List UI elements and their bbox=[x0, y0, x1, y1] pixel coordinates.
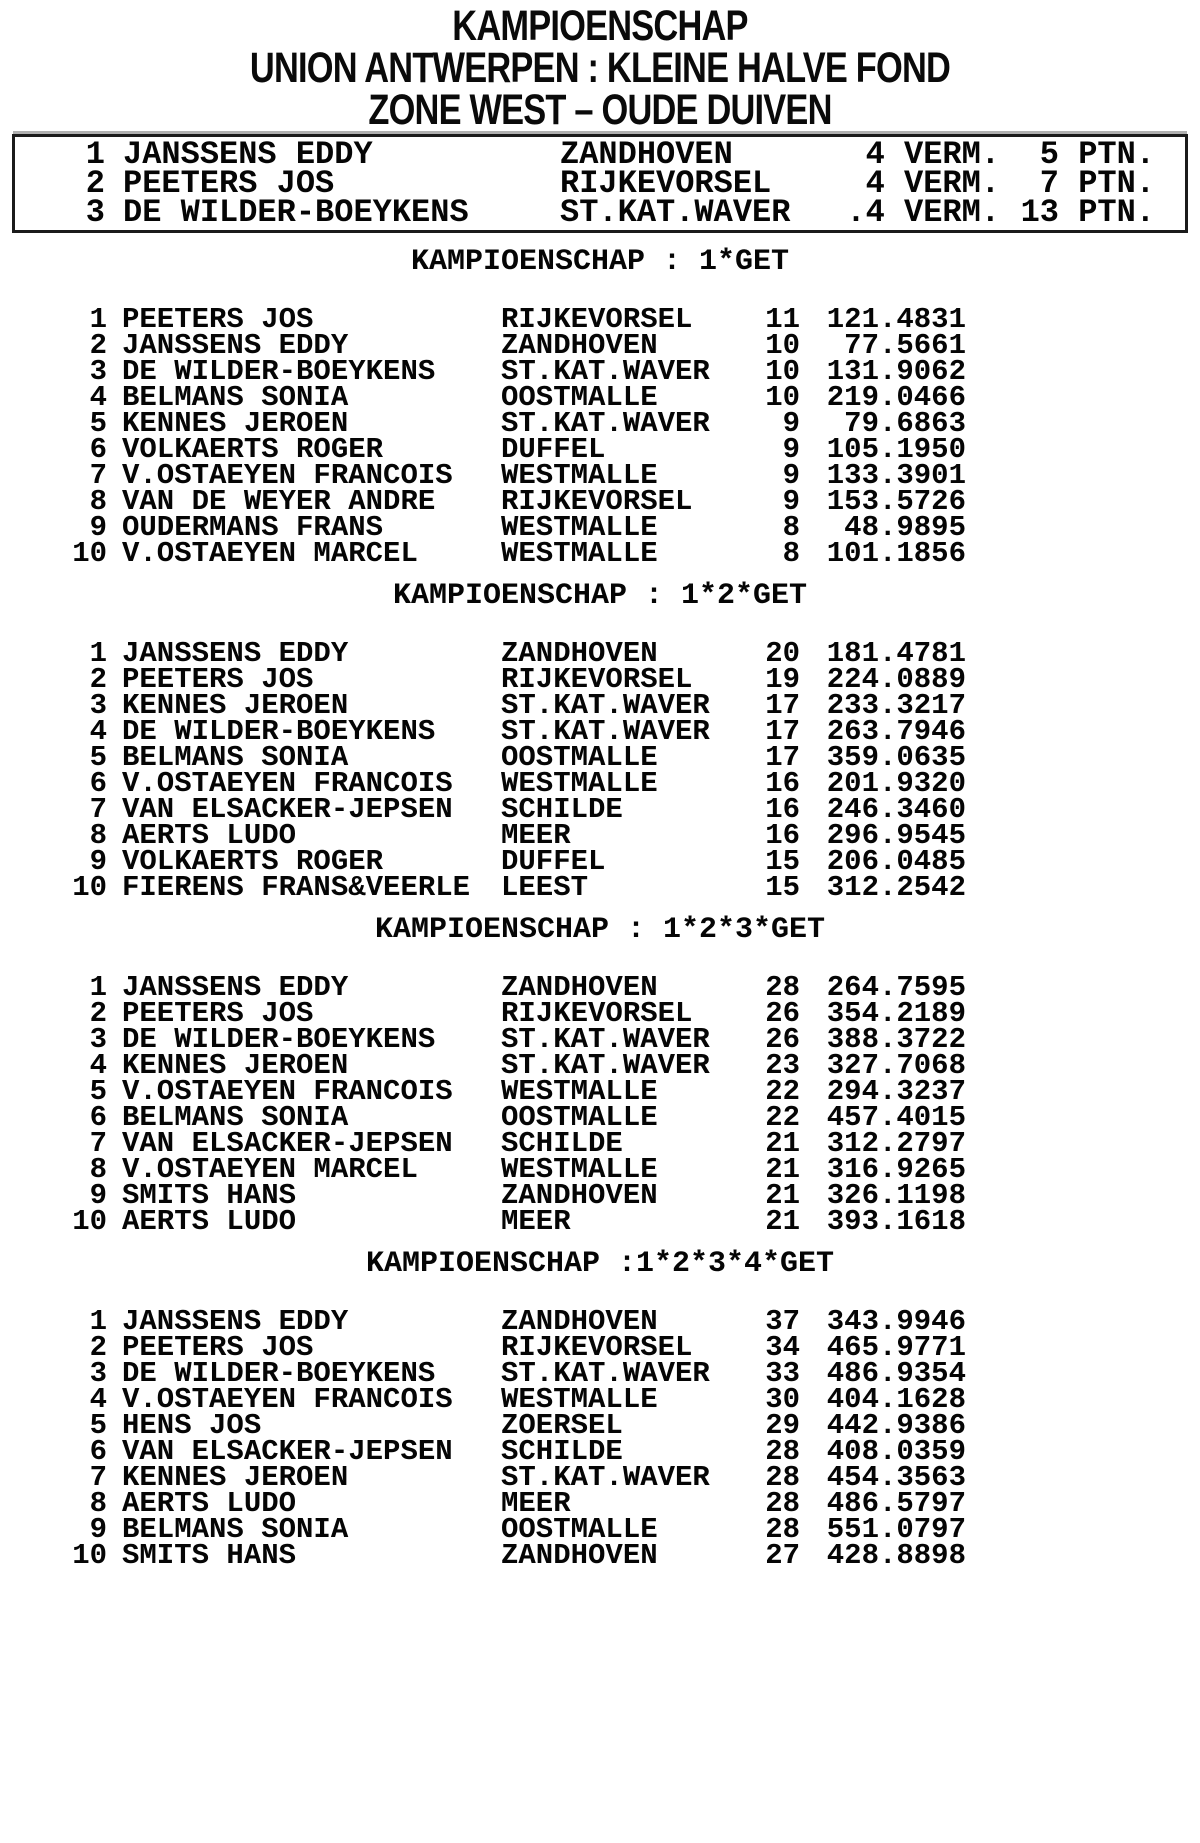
fancier-name: BELMANS SONIA bbox=[122, 1101, 349, 1134]
fancier-name: AERTS LUDO bbox=[122, 819, 297, 852]
fancier-name: DE WILDER-BOEYKENS bbox=[122, 355, 436, 388]
coefficient: 428.8898 bbox=[826, 1539, 966, 1572]
coefficient: 312.2542 bbox=[826, 871, 966, 904]
locality: RIJKEVORSEL bbox=[501, 663, 693, 696]
prizes-count: 17 bbox=[765, 715, 800, 748]
prizes-count: 19 bbox=[765, 663, 800, 696]
prizes-count: 21 bbox=[765, 1127, 800, 1160]
rank-cell: 2 bbox=[89, 1331, 107, 1364]
locality: ST.KAT.WAVER bbox=[501, 1023, 710, 1056]
rank-cell: 3 bbox=[89, 355, 107, 388]
fancier-name: PEETERS JOS bbox=[123, 165, 335, 202]
coefficient: 408.0359 bbox=[826, 1435, 966, 1468]
prizes-count: 29 bbox=[765, 1409, 800, 1442]
locality: DUFFEL bbox=[501, 433, 606, 466]
locality: SCHILDE bbox=[501, 793, 623, 826]
rank-cell: 9 bbox=[89, 845, 107, 878]
prizes-count: 8 bbox=[782, 537, 800, 570]
rank-cell: 2 bbox=[89, 997, 107, 1030]
fancier-name: JANSSENS EDDY bbox=[122, 329, 349, 362]
rank-cell: 6 bbox=[89, 1101, 107, 1134]
locality: WESTMALLE bbox=[501, 1075, 658, 1108]
fancier-name: VAN DE WEYER ANDRE bbox=[122, 485, 436, 518]
locality: ZANDHOVEN bbox=[560, 136, 733, 173]
prizes-count: 21 bbox=[765, 1205, 800, 1238]
coefficient: 296.9545 bbox=[826, 819, 966, 852]
ranking-rows bbox=[0, 971, 1200, 1238]
coefficient: 404.1628 bbox=[826, 1383, 966, 1416]
fancier-name: VAN ELSACKER-JEPSEN bbox=[122, 1127, 453, 1160]
rank-cell: 8 bbox=[89, 819, 107, 852]
points: 13 PTN. bbox=[1020, 194, 1155, 231]
rank-cell: 3 bbox=[85, 194, 105, 231]
rank-cell: 7 bbox=[89, 1127, 107, 1160]
locality: ZANDHOVEN bbox=[501, 971, 658, 1004]
coefficient: 359.0635 bbox=[826, 741, 966, 774]
locality: ST.KAT.WAVER bbox=[501, 715, 710, 748]
locality: OOSTMALLE bbox=[501, 1513, 658, 1546]
locality: RIJKEVORSEL bbox=[501, 303, 693, 336]
fancier-name: DE WILDER-BOEYKENS bbox=[123, 194, 469, 231]
rank-cell: 5 bbox=[89, 1075, 107, 1108]
locality: ST.KAT.WAVER bbox=[560, 194, 791, 231]
locality: SCHILDE bbox=[501, 1127, 623, 1160]
rank-cell: 10 bbox=[72, 1205, 107, 1238]
fancier-name: JANSSENS EDDY bbox=[122, 637, 349, 670]
coefficient: 219.0466 bbox=[826, 381, 966, 414]
prizes-count: 28 bbox=[765, 1435, 800, 1468]
rank-cell: 7 bbox=[89, 1461, 107, 1494]
locality: SCHILDE bbox=[501, 1435, 623, 1468]
fancier-name: PEETERS JOS bbox=[122, 303, 314, 336]
coefficient: 224.0889 bbox=[826, 663, 966, 696]
ranking-row bbox=[0, 1539, 1200, 1572]
coefficient: 294.3237 bbox=[826, 1075, 966, 1108]
points: 7 PTN. bbox=[1039, 165, 1155, 202]
locality: ST.KAT.WAVER bbox=[501, 1357, 710, 1390]
fancier-name: V.OSTAEYEN FRANCOIS bbox=[122, 1383, 453, 1416]
coefficient: 246.3460 bbox=[826, 793, 966, 826]
rank-cell: 10 bbox=[72, 537, 107, 570]
coefficient: 48.9895 bbox=[844, 511, 966, 544]
coefficient: 316.9265 bbox=[826, 1153, 966, 1186]
prizes-count: 9 bbox=[782, 485, 800, 518]
fancier-name: JANSSENS EDDY bbox=[122, 971, 349, 1004]
section-title: KAMPIOENSCHAP : 1*2*3*GET bbox=[374, 913, 826, 947]
prizes-count: 28 bbox=[765, 971, 800, 1004]
coefficient: 457.4015 bbox=[826, 1101, 966, 1134]
fancier-name: KENNES JEROEN bbox=[122, 689, 349, 722]
championship-section bbox=[0, 913, 1200, 1238]
locality: WESTMALLE bbox=[501, 1153, 658, 1186]
prizes-count: 33 bbox=[765, 1357, 800, 1390]
locality: OOSTMALLE bbox=[501, 1101, 658, 1134]
championship-section bbox=[0, 1247, 1200, 1572]
rank-cell: 10 bbox=[72, 871, 107, 904]
fancier-name: SMITS HANS bbox=[122, 1179, 297, 1212]
locality: ZOERSEL bbox=[501, 1409, 623, 1442]
fancier-name: V.OSTAEYEN MARCEL bbox=[122, 1153, 418, 1186]
locality: ZANDHOVEN bbox=[501, 329, 658, 362]
prizes-count: 16 bbox=[765, 793, 800, 826]
rank-cell: 8 bbox=[89, 485, 107, 518]
coefficient: 153.5726 bbox=[826, 485, 966, 518]
locality: RIJKEVORSEL bbox=[501, 485, 693, 518]
section-title: KAMPIOENSCHAP : 1*GET bbox=[410, 245, 790, 279]
fancier-name: VOLKAERTS ROGER bbox=[122, 845, 384, 878]
rank-cell: 9 bbox=[89, 1179, 107, 1212]
prizes-count: 9 bbox=[782, 407, 800, 440]
ranking-row bbox=[0, 537, 1200, 570]
coefficient: 233.3217 bbox=[826, 689, 966, 722]
prizes-count: 15 bbox=[765, 845, 800, 878]
rank-cell: 3 bbox=[89, 1357, 107, 1390]
title-line-championship: KAMPIOENSCHAP bbox=[452, 2, 748, 50]
fancier-name: AERTS LUDO bbox=[122, 1487, 297, 1520]
coefficient: 343.9946 bbox=[826, 1305, 966, 1338]
prizes-count: 22 bbox=[765, 1101, 800, 1134]
coefficient: 327.7068 bbox=[826, 1049, 966, 1082]
rank-cell: 8 bbox=[89, 1487, 107, 1520]
coefficient: 312.2797 bbox=[826, 1127, 966, 1160]
prizes-count: 15 bbox=[765, 871, 800, 904]
coefficient: 133.3901 bbox=[826, 459, 966, 492]
fancier-name: DE WILDER-BOEYKENS bbox=[122, 1023, 436, 1056]
rank-cell: 6 bbox=[89, 433, 107, 466]
locality: ZANDHOVEN bbox=[501, 637, 658, 670]
coefficient: 105.1950 bbox=[826, 433, 966, 466]
rank-cell: 9 bbox=[89, 1513, 107, 1546]
section-title: KAMPIOENSCHAP : 1*2*GET bbox=[392, 579, 808, 613]
fancier-name: KENNES JEROEN bbox=[122, 1461, 349, 1494]
fancier-name: HENS JOS bbox=[122, 1409, 262, 1442]
rank-cell: 2 bbox=[85, 165, 105, 202]
coefficient: 354.2189 bbox=[826, 997, 966, 1030]
rank-cell: 1 bbox=[89, 1305, 107, 1338]
locality: ST.KAT.WAVER bbox=[501, 407, 710, 440]
prizes-count: 9 bbox=[782, 459, 800, 492]
summary-rows bbox=[15, 136, 1185, 231]
coefficient: 79.6863 bbox=[844, 407, 966, 440]
prizes-count: 17 bbox=[765, 741, 800, 774]
locality: RIJKEVORSEL bbox=[501, 1331, 693, 1364]
prizes-count: 21 bbox=[765, 1179, 800, 1212]
fancier-name: V.OSTAEYEN FRANCOIS bbox=[122, 459, 453, 492]
locality: WESTMALLE bbox=[501, 459, 658, 492]
prizes-count: 26 bbox=[765, 997, 800, 1030]
coefficient: 326.1198 bbox=[826, 1179, 966, 1212]
verm-count: .4 VERM. bbox=[846, 194, 1000, 231]
fancier-name: AERTS LUDO bbox=[122, 1205, 297, 1238]
rank-cell: 7 bbox=[89, 793, 107, 826]
fancier-name: BELMANS SONIA bbox=[122, 741, 349, 774]
rank-cell: 1 bbox=[85, 136, 105, 173]
prizes-count: 10 bbox=[765, 329, 800, 362]
prizes-count: 9 bbox=[782, 433, 800, 466]
locality: ZANDHOVEN bbox=[501, 1305, 658, 1338]
locality: MEER bbox=[501, 1487, 571, 1520]
fancier-name: BELMANS SONIA bbox=[122, 381, 349, 414]
fancier-name: DE WILDER-BOEYKENS bbox=[122, 715, 436, 748]
rank-cell: 3 bbox=[89, 1023, 107, 1056]
rank-cell: 2 bbox=[89, 663, 107, 696]
prizes-count: 27 bbox=[765, 1539, 800, 1572]
section-title: KAMPIOENSCHAP :1*2*3*4*GET bbox=[365, 1247, 835, 1281]
rank-cell: 1 bbox=[89, 971, 107, 1004]
locality: OOSTMALLE bbox=[501, 381, 658, 414]
locality: WESTMALLE bbox=[501, 1383, 658, 1416]
locality: ST.KAT.WAVER bbox=[501, 1049, 710, 1082]
rank-cell: 4 bbox=[89, 1383, 107, 1416]
rank-cell: 5 bbox=[89, 407, 107, 440]
prizes-count: 20 bbox=[765, 637, 800, 670]
fancier-name: JANSSENS EDDY bbox=[122, 1305, 349, 1338]
prizes-count: 23 bbox=[765, 1049, 800, 1082]
fancier-name: VAN ELSACKER-JEPSEN bbox=[122, 793, 453, 826]
verm-count: 4 VERM. bbox=[865, 165, 1000, 202]
prizes-count: 16 bbox=[765, 819, 800, 852]
rank-cell: 3 bbox=[89, 689, 107, 722]
coefficient: 131.9062 bbox=[826, 355, 966, 388]
locality: ST.KAT.WAVER bbox=[501, 1461, 710, 1494]
coefficient: 206.0485 bbox=[826, 845, 966, 878]
prizes-count: 11 bbox=[765, 303, 800, 336]
rank-cell: 7 bbox=[89, 459, 107, 492]
locality: WESTMALLE bbox=[501, 537, 658, 570]
locality: WESTMALLE bbox=[501, 511, 658, 544]
coefficient: 486.5797 bbox=[826, 1487, 966, 1520]
coefficient: 77.5661 bbox=[844, 329, 966, 362]
locality: MEER bbox=[501, 1205, 571, 1238]
coefficient: 101.1856 bbox=[826, 537, 966, 570]
rank-cell: 6 bbox=[89, 767, 107, 800]
prizes-count: 10 bbox=[765, 355, 800, 388]
fancier-name: VAN ELSACKER-JEPSEN bbox=[122, 1435, 453, 1468]
coefficient: 486.9354 bbox=[826, 1357, 966, 1390]
locality: ZANDHOVEN bbox=[501, 1539, 658, 1572]
prizes-count: 10 bbox=[765, 381, 800, 414]
locality: OOSTMALLE bbox=[501, 741, 658, 774]
fancier-name: SMITS HANS bbox=[122, 1539, 297, 1572]
locality: RIJKEVORSEL bbox=[501, 997, 693, 1030]
locality: LEEST bbox=[501, 871, 589, 904]
rank-cell: 8 bbox=[89, 1153, 107, 1186]
ranking-rows bbox=[0, 303, 1200, 570]
ranking-row bbox=[0, 1205, 1200, 1238]
fancier-name: PEETERS JOS bbox=[122, 1331, 314, 1364]
rank-cell: 10 bbox=[72, 1539, 107, 1572]
prizes-count: 26 bbox=[765, 1023, 800, 1056]
prizes-count: 28 bbox=[765, 1513, 800, 1546]
rank-cell: 1 bbox=[89, 637, 107, 670]
verm-count: 4 VERM. bbox=[865, 136, 1000, 173]
fancier-name: KENNES JEROEN bbox=[122, 407, 349, 440]
prizes-count: 28 bbox=[765, 1461, 800, 1494]
summary-row bbox=[15, 194, 1185, 231]
locality: ST.KAT.WAVER bbox=[501, 689, 710, 722]
prizes-count: 34 bbox=[765, 1331, 800, 1364]
fancier-name: OUDERMANS FRANS bbox=[122, 511, 384, 544]
championship-sections bbox=[0, 245, 1200, 1572]
ranking-row bbox=[0, 871, 1200, 904]
fancier-name: V.OSTAEYEN FRANCOIS bbox=[122, 767, 453, 800]
title-line-zone: ZONE WEST – OUDE DUIVEN bbox=[368, 86, 832, 134]
coefficient: 121.4831 bbox=[826, 303, 966, 336]
fancier-name: JANSSENS EDDY bbox=[123, 136, 373, 173]
prizes-count: 22 bbox=[765, 1075, 800, 1108]
locality: ST.KAT.WAVER bbox=[501, 355, 710, 388]
points: 5 PTN. bbox=[1039, 136, 1155, 173]
ranking-rows bbox=[0, 637, 1200, 904]
coefficient: 264.7595 bbox=[826, 971, 966, 1004]
rank-cell: 6 bbox=[89, 1435, 107, 1468]
fancier-name: V.OSTAEYEN FRANCOIS bbox=[122, 1075, 453, 1108]
general-championship-box bbox=[12, 134, 1188, 233]
coefficient: 551.0797 bbox=[826, 1513, 966, 1546]
championship-section bbox=[0, 245, 1200, 570]
locality: ZANDHOVEN bbox=[501, 1179, 658, 1212]
prizes-count: 17 bbox=[765, 689, 800, 722]
locality: DUFFEL bbox=[501, 845, 606, 878]
rank-cell: 4 bbox=[89, 381, 107, 414]
fancier-name: DE WILDER-BOEYKENS bbox=[122, 1357, 436, 1390]
rank-cell: 4 bbox=[89, 715, 107, 748]
rank-cell: 4 bbox=[89, 1049, 107, 1082]
coefficient: 465.9771 bbox=[826, 1331, 966, 1364]
coefficient: 388.3722 bbox=[826, 1023, 966, 1056]
prizes-count: 16 bbox=[765, 767, 800, 800]
locality: WESTMALLE bbox=[501, 767, 658, 800]
locality: RIJKEVORSEL bbox=[560, 165, 772, 202]
prizes-count: 30 bbox=[765, 1383, 800, 1416]
title-line-union: UNION ANTWERPEN : KLEINE HALVE FOND bbox=[249, 44, 951, 92]
rank-cell: 2 bbox=[89, 329, 107, 362]
coefficient: 393.1618 bbox=[826, 1205, 966, 1238]
fancier-name: V.OSTAEYEN MARCEL bbox=[122, 537, 418, 570]
rank-cell: 1 bbox=[89, 303, 107, 336]
prizes-count: 28 bbox=[765, 1487, 800, 1520]
coefficient: 454.3563 bbox=[826, 1461, 966, 1494]
fancier-name: FIERENS FRANS&VEERLE bbox=[122, 871, 471, 904]
fancier-name: VOLKAERTS ROGER bbox=[122, 433, 384, 466]
rank-cell: 5 bbox=[89, 741, 107, 774]
coefficient: 263.7946 bbox=[826, 715, 966, 748]
rank-cell: 5 bbox=[89, 1409, 107, 1442]
fancier-name: BELMANS SONIA bbox=[122, 1513, 349, 1546]
fancier-name: KENNES JEROEN bbox=[122, 1049, 349, 1082]
rank-cell: 9 bbox=[89, 511, 107, 544]
locality: MEER bbox=[501, 819, 571, 852]
coefficient: 442.9386 bbox=[826, 1409, 966, 1442]
document-title bbox=[0, 0, 1200, 134]
coefficient: 181.4781 bbox=[826, 637, 966, 670]
fancier-name: PEETERS JOS bbox=[122, 663, 314, 696]
prizes-count: 8 bbox=[782, 511, 800, 544]
coefficient: 201.9320 bbox=[826, 767, 966, 800]
fancier-name: PEETERS JOS bbox=[122, 997, 314, 1030]
championship-section bbox=[0, 579, 1200, 904]
prizes-count: 21 bbox=[765, 1153, 800, 1186]
ranking-rows bbox=[0, 1305, 1200, 1572]
prizes-count: 37 bbox=[765, 1305, 800, 1338]
